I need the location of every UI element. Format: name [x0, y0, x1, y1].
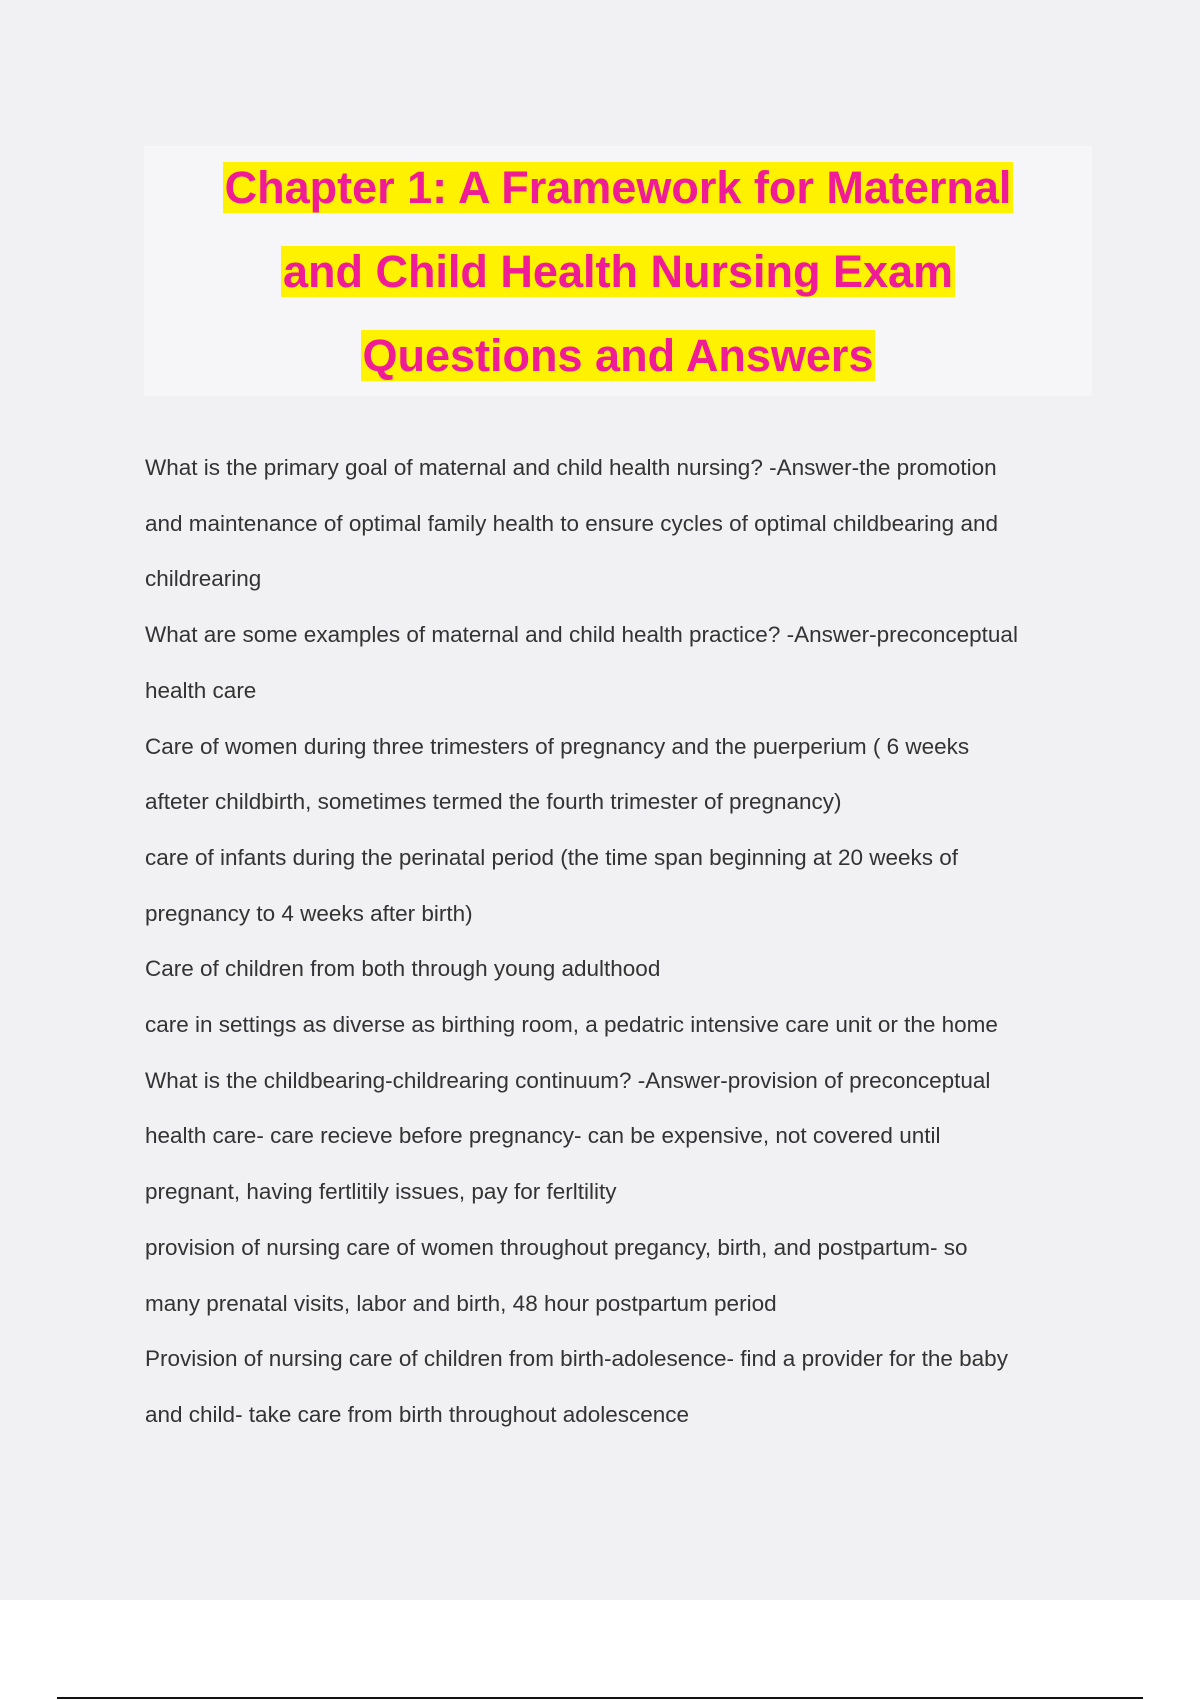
title-line-3: [144, 314, 1092, 398]
body-line: care in settings as diverse as birthing room, a pedatric intensive care unit or the home: [145, 1012, 998, 1038]
title-highlight-1: Chapter 1: A Framework for Maternal: [224, 162, 1012, 213]
body-line: provision of nursing care of women throughout pregancy, birth, and postpartum- so: [145, 1234, 968, 1260]
body-line: childrearing: [145, 566, 262, 592]
document-body: [145, 440, 1105, 1443]
body-line: What is the primary goal of maternal and child health nursing? -Answer-the promotion: [145, 455, 997, 480]
title-highlight-3: Questions and Answers: [362, 330, 874, 381]
body-line: afteter childbirth, sometimes termed the fourth trimester of pregnancy): [145, 789, 842, 815]
body-line: Care of children from both through young adulthood: [145, 956, 661, 982]
body-line: Provision of nursing care of children from birth-adolesence- find a provider for the baby: [145, 1346, 1008, 1372]
body-line: What is the childbearing-childrearing continuum? -Answer-provision of preconceptual: [145, 1067, 991, 1093]
body-line: Care of women during three trimesters of pregnancy and the puerperium ( 6 weeks: [145, 733, 970, 759]
body-line: pregnant, having fertlitily issues, pay for ferltility: [145, 1179, 617, 1205]
body-line: and child- take care from birth throughout adolescence: [145, 1401, 690, 1427]
body-line: health care: [145, 677, 257, 703]
body-line: What are some examples of maternal and child health practice? -Answer-preconceptual: [145, 622, 1018, 648]
body-line: health care- care recieve before pregnancy- can be expensive, not covered until: [145, 1123, 941, 1149]
title-highlight-2: and Child Health Nursing Exam: [282, 246, 954, 297]
body-line: pregnancy to 4 weeks after birth): [145, 900, 473, 926]
title-line-1: [144, 146, 1092, 230]
body-line: many prenatal visits, labor and birth, 48 hour postpartum period: [145, 1290, 777, 1316]
body-line: care of infants during the perinatal period (the time span beginning at 20 weeks of: [145, 844, 959, 870]
title-line-2: [144, 230, 1092, 314]
body-line: and maintenance of optimal family health to ensure cycles of optimal childbearing and: [145, 510, 998, 536]
footer-divider: [57, 1697, 1143, 1699]
title-block: [144, 146, 1092, 396]
